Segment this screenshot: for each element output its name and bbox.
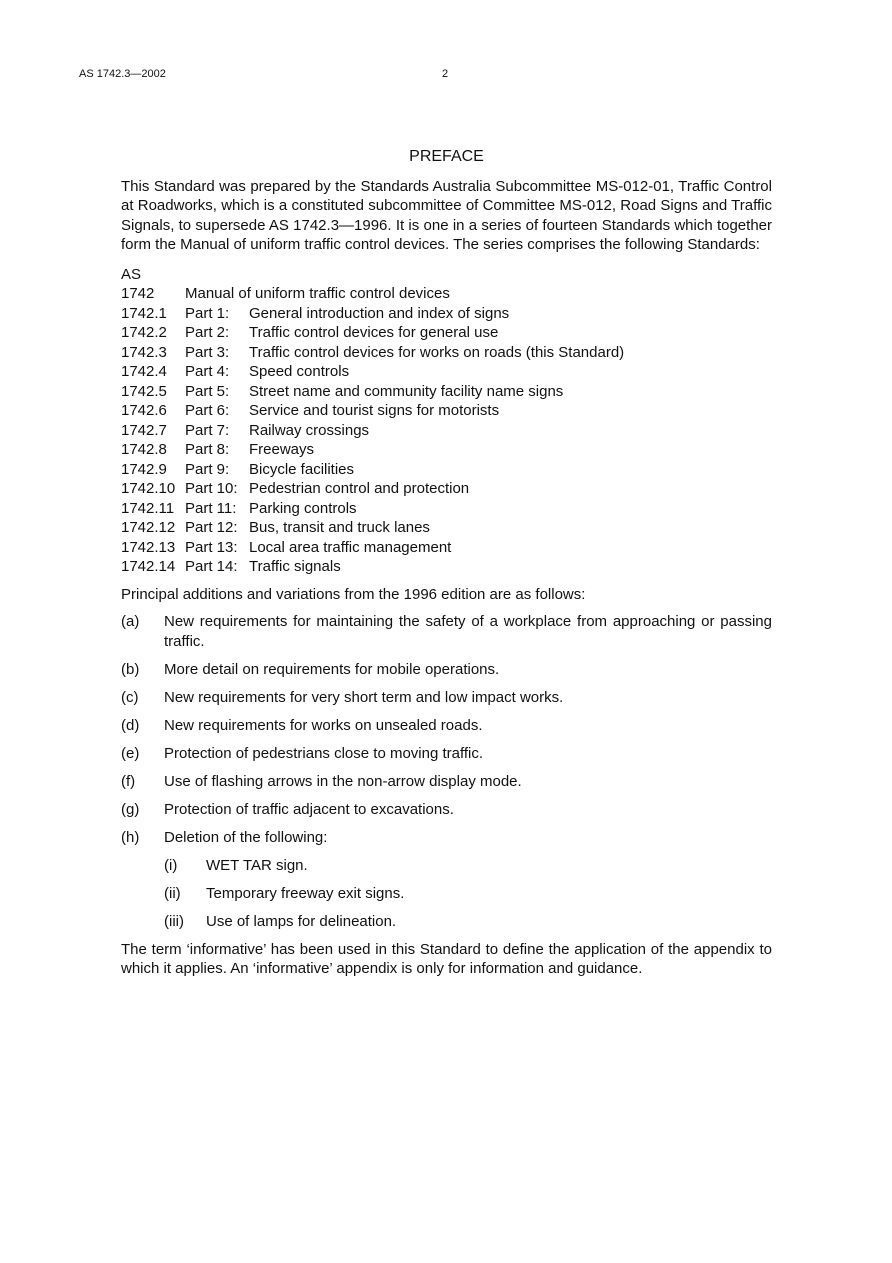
standard-part: Part 1: <box>185 304 230 322</box>
list-item <box>121 772 772 792</box>
list-item-label: (g) <box>121 800 140 818</box>
list-item-text: New requirements for works on unsealed roads. <box>164 716 483 734</box>
list-item <box>121 612 772 651</box>
list-item-text: New requirements for very short term and low impact works. <box>164 688 564 706</box>
standard-number: 1742.10 <box>121 480 176 497</box>
standard-part: Part 3: <box>185 343 230 361</box>
list-item <box>121 744 772 764</box>
standard-row <box>121 362 772 382</box>
standard-number: 1742.9 <box>121 460 167 478</box>
standard-title: Pedestrian control and protection <box>249 480 470 497</box>
list-item-label: (c) <box>121 688 139 706</box>
standard-row <box>121 460 772 480</box>
standard-part: Part 14: <box>185 558 238 575</box>
standard-number: 1742.7 <box>121 421 167 439</box>
standard-row <box>121 284 772 304</box>
standard-number: 1742.3 <box>121 343 167 361</box>
standard-title: Manual of uniform traffic control devices <box>185 285 450 302</box>
standard-row <box>121 401 772 421</box>
standard-number: 1742.11 <box>121 499 175 517</box>
list-item-label: (h) <box>121 828 140 846</box>
standard-title: Speed controls <box>249 363 350 380</box>
standard-part: Part 11: <box>185 499 237 517</box>
standard-number: 1742.13 <box>121 538 176 556</box>
standard-number: 1742.4 <box>121 363 167 380</box>
list-item-label: (b) <box>121 660 140 678</box>
standard-row <box>121 343 772 363</box>
list-item <box>121 688 772 708</box>
changes-intro: Principal additions and variations from the 1996 edition are as follows: <box>121 585 586 603</box>
running-header-doc-id: AS 1742.3—2002 <box>79 68 166 80</box>
standard-row <box>121 538 772 558</box>
list-item <box>121 716 772 736</box>
standard-part: Part 7: <box>185 421 230 439</box>
list-item <box>121 828 772 848</box>
standard-row <box>121 479 772 499</box>
closing-paragraph: The term ‘informative’ has been used in this Standard to define the application of the appendix to which it applies. An ‘informative’ appendix is only for information and guidance. <box>121 940 772 977</box>
standard-title: General introduction and index of signs <box>249 304 510 322</box>
standard-title: Bus, transit and truck lanes <box>249 519 430 536</box>
section-title: PREFACE <box>409 148 484 165</box>
list-item-text: Use of flashing arrows in the non-arrow display mode. <box>164 772 522 790</box>
sub-list-item <box>164 912 772 932</box>
list-item-text: More detail on requirements for mobile operations. <box>164 660 500 678</box>
standard-row <box>121 421 772 441</box>
standard-part: Part 5: <box>185 382 230 400</box>
list-item <box>121 660 772 680</box>
standard-number: 1742.1 <box>121 304 167 322</box>
standard-number: 1742.14 <box>121 558 176 575</box>
standard-number: 1742.8 <box>121 441 167 458</box>
standard-title: Service and tourist signs for motorists <box>249 402 500 419</box>
intro-paragraph: This Standard was prepared by the Standards Australia Subcommittee MS-012-01, Traffic Control at Roadworks, which is a constituted subcommittee of Committee MS-012, Road Signs and Traffic Signals, to supersede AS 1742.3—1996. It is one in a series of fourteen Standards which together form the Manual of uniform traffic control devices. The series comprises the following Standards: <box>121 177 772 253</box>
standard-title: Railway crossings <box>249 421 370 439</box>
standard-part: Part 2: <box>185 324 230 341</box>
sub-list-item-label: (ii) <box>164 884 181 902</box>
list-item-label: (e) <box>121 744 140 762</box>
standard-number: 1742 <box>121 285 155 302</box>
standard-part: Part 8: <box>185 441 230 458</box>
deletions-list <box>121 856 772 932</box>
standard-title: Parking controls <box>249 499 357 517</box>
standard-row <box>121 323 772 343</box>
sub-list-item-text: Use of lamps for delineation. <box>206 912 397 930</box>
standard-number: 1742.5 <box>121 382 167 400</box>
list-item-label: (a) <box>121 613 140 630</box>
standard-row <box>121 499 772 519</box>
sub-list-item-label: (i) <box>164 856 178 874</box>
series-heading: AS <box>121 265 142 283</box>
standard-part: Part 6: <box>185 402 230 419</box>
list-item-text: New requirements for maintaining the safety of a workplace from approaching or passing traffic. <box>164 613 772 650</box>
standard-part: Part 10: <box>185 480 238 497</box>
standard-number: 1742.2 <box>121 324 167 341</box>
standard-title: Local area traffic management <box>249 538 452 556</box>
preface-section <box>121 147 772 979</box>
list-item-text: Deletion of the following: <box>164 828 328 846</box>
standard-number: 1742.12 <box>121 519 176 536</box>
sub-list-item <box>164 856 772 876</box>
standard-row <box>121 304 772 324</box>
standard-part: Part 9: <box>185 460 230 478</box>
standard-title: Traffic control devices for general use <box>249 324 499 341</box>
standard-part: Part 4: <box>185 363 230 380</box>
standard-row <box>121 440 772 460</box>
standard-part: Part 13: <box>185 538 238 556</box>
standard-title: Traffic signals <box>249 558 341 575</box>
standard-title: Freeways <box>249 441 315 458</box>
standard-row <box>121 382 772 402</box>
standard-title: Bicycle facilities <box>249 460 355 478</box>
standard-row <box>121 557 772 577</box>
standard-title: Street name and community facility name signs <box>249 382 564 400</box>
sub-list-item-text: Temporary freeway exit signs. <box>206 884 405 902</box>
standards-list <box>121 284 772 577</box>
sub-list-item-text: WET TAR sign. <box>206 856 308 874</box>
changes-list <box>121 612 772 847</box>
list-item-text: Protection of pedestrians close to moving traffic. <box>164 744 484 762</box>
standard-row <box>121 518 772 538</box>
sub-list-item <box>164 884 772 904</box>
list-item-label: (f) <box>121 772 136 790</box>
list-item <box>121 800 772 820</box>
standard-part: Part 12: <box>185 519 238 536</box>
list-item-label: (d) <box>121 716 140 734</box>
page-number: 2 <box>442 68 449 80</box>
standard-title: Traffic control devices for works on roads (this Standard) <box>249 343 625 361</box>
list-item-text: Protection of traffic adjacent to excavations. <box>164 800 454 818</box>
sub-list-item-label: (iii) <box>164 912 184 930</box>
standard-number: 1742.6 <box>121 402 167 419</box>
